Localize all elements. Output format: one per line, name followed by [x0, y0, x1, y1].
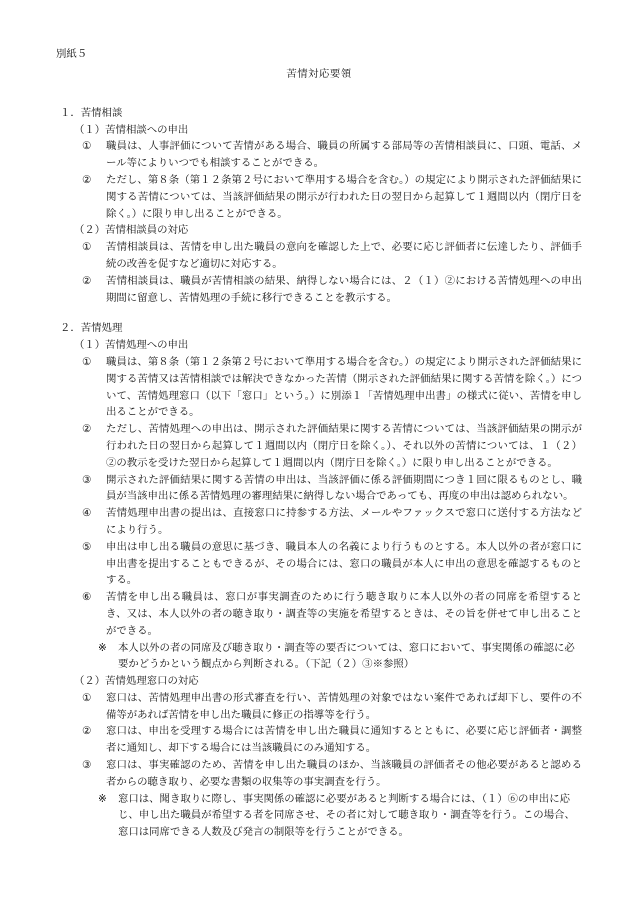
list-item [56, 505, 582, 539]
list-item [56, 421, 582, 471]
item-text: 窓口は、申出を受理する場合には苦情を申し出た職員に通知するとともに、必要に応じ評価者・調整者に通知し、却下する場合には当該職員にのみ通知する。 [106, 725, 582, 755]
item-text: 苦情相談員は、職員が苦情相談の結果、納得しない場合には、２（１）②における苦情処理への申出期間に留意し、苦情処理の手続に移行できることを教示する。 [106, 274, 582, 304]
item-text: 窓口は、苦情処理申出書の形式審査を行い、苦情処理の対象ではない案件であれば却下し、要件の不備等があれば苦情を申し出た職員に修正の指導等を行う。 [106, 691, 582, 721]
item-number: ② [82, 423, 92, 436]
item-number: ② [82, 274, 92, 287]
list-item [56, 239, 582, 273]
item-number: ② [82, 725, 92, 738]
item-text: 職員は、第８条（第１２条第２号において準用する場合を含む。）の規定により開示された評価結果に関する苦情又は苦情相談では解決できなかった苦情（開示された評価結果に関する苦情を除く。）について、苦情処理窓口（以下「窓口」という。）に別添１「苦情処理申出書」の様式に従い、苦情を申し出ることができる。 [106, 355, 582, 419]
subsection-heading: （１）苦情相談への申出 [74, 123, 189, 136]
list-item [56, 723, 582, 757]
item-number: ① [82, 355, 92, 368]
note-item [56, 791, 582, 841]
note-text: 窓口は、聞き取りに際し、事実関係の確認に必要があると判断する場合には、（１）⑥の申出に応じ、申し出た職員が希望する者を同席させ、その者に対して聴き取り・調査等を行う。この場合、窓口は同席できる人数及び発言の制限等を行うことができる。 [118, 792, 575, 839]
list-item [56, 354, 582, 421]
document-title: 苦情対応要領 [286, 68, 352, 80]
item-text: 苦情処理申出書の提出は、直接窓口に持参する方法、メールやファックスで窓口に送付する方法などにより行う。 [106, 507, 582, 536]
subsection-heading: （１）苦情処理への申出 [74, 339, 189, 352]
item-number: ④ [82, 507, 92, 520]
note-item [56, 640, 582, 674]
item-number: ① [82, 140, 92, 153]
note-mark: ※ [98, 792, 107, 805]
list-item [56, 539, 582, 589]
list-item [56, 589, 582, 639]
subsection-heading: （２）苦情処理窓口の対応 [74, 675, 199, 688]
item-text: ただし、第８条（第１２条第２号において準用する場合を含む。）の規定により開示された評価結果に関する苦情については、当該評価結果の開示が行われた日の翌日から起算して１週間以内（閉庁日を除く。）に限り申し出ることができる。 [106, 173, 582, 220]
item-number: ③ [82, 759, 92, 772]
item-text: ただし、苦情処理への申出は、開示された評価結果に関する苦情については、当該評価結果の開示が行われた日の翌日から起算して１週間以内（閉庁日を除く。）、それ以外の苦情については、１（２）②の教示を受けた翌日から起算して１週間以内（閉庁日を除く。）に限り申し出ることができる。 [106, 423, 582, 469]
item-text: 苦情を申し出る職員は、窓口が事実調査のために行う聴き取りに本人以外の者の同席を希望するとき、又は、本人以外の者の聴き取り・調査等の実施を希望するときは、その旨を併せて申し出ることができる。 [106, 591, 582, 637]
list-item [56, 172, 582, 222]
item-number: ③ [82, 473, 92, 486]
subsection-heading: （２）苦情相談員の対応 [74, 224, 189, 237]
list-item [56, 273, 582, 307]
item-text: 開示された評価結果に関する苦情の申出は、当該評価に係る評価期間につき１回に限るものとし、職員が当該申出に係る苦情処理の審理結果に納得しない場合であっても、再度の申出は認められない。 [106, 473, 582, 503]
attachment-label: 別紙５ [56, 48, 88, 60]
item-text: 職員は、人事評価について苦情がある場合、職員の所属する部局等の苦情相談員に、口頭、電話、メール等によりいつでも相談することができる。 [106, 140, 582, 170]
note-mark: ※ [98, 641, 107, 654]
note-text: 本人以外の者の同席及び聴き取り・調査等の要否については、窓口において、事実関係の確認に必要かどうかという観点から判断される。（下記（２）③※参照） [118, 641, 575, 671]
item-number: ② [82, 173, 92, 186]
list-item [56, 690, 582, 724]
list-item [56, 472, 582, 506]
section-heading: １．苦情相談 [60, 106, 123, 119]
item-number: ① [82, 691, 92, 704]
list-item [56, 757, 582, 791]
section-heading: ２．苦情処理 [60, 322, 123, 335]
item-number: ① [82, 241, 92, 254]
item-text: 申出は申し出る職員の意思に基づき、職員本人の名義により行うものとする。本人以外の者が窓口に申出書を提出することもできるが、その場合には、窓口の職員が本人に申出の意思を確認するものとする。 [106, 540, 582, 587]
item-number: ⑤ [82, 540, 92, 553]
list-item [56, 138, 582, 172]
item-text: 苦情相談員は、苦情を申し出た職員の意向を確認した上で、必要に応じ評価者に伝達したり、評価手続の改善を促すなど適切に対応する。 [106, 241, 582, 270]
item-text: 窓口は、事実確認のため、苦情を申し出た職員のほか、当該職員の評価者その他必要があると認める者からの聴き取り、必要な書類の収集等の事実調査を行う。 [106, 759, 582, 788]
item-number: ⑥ [82, 591, 92, 604]
